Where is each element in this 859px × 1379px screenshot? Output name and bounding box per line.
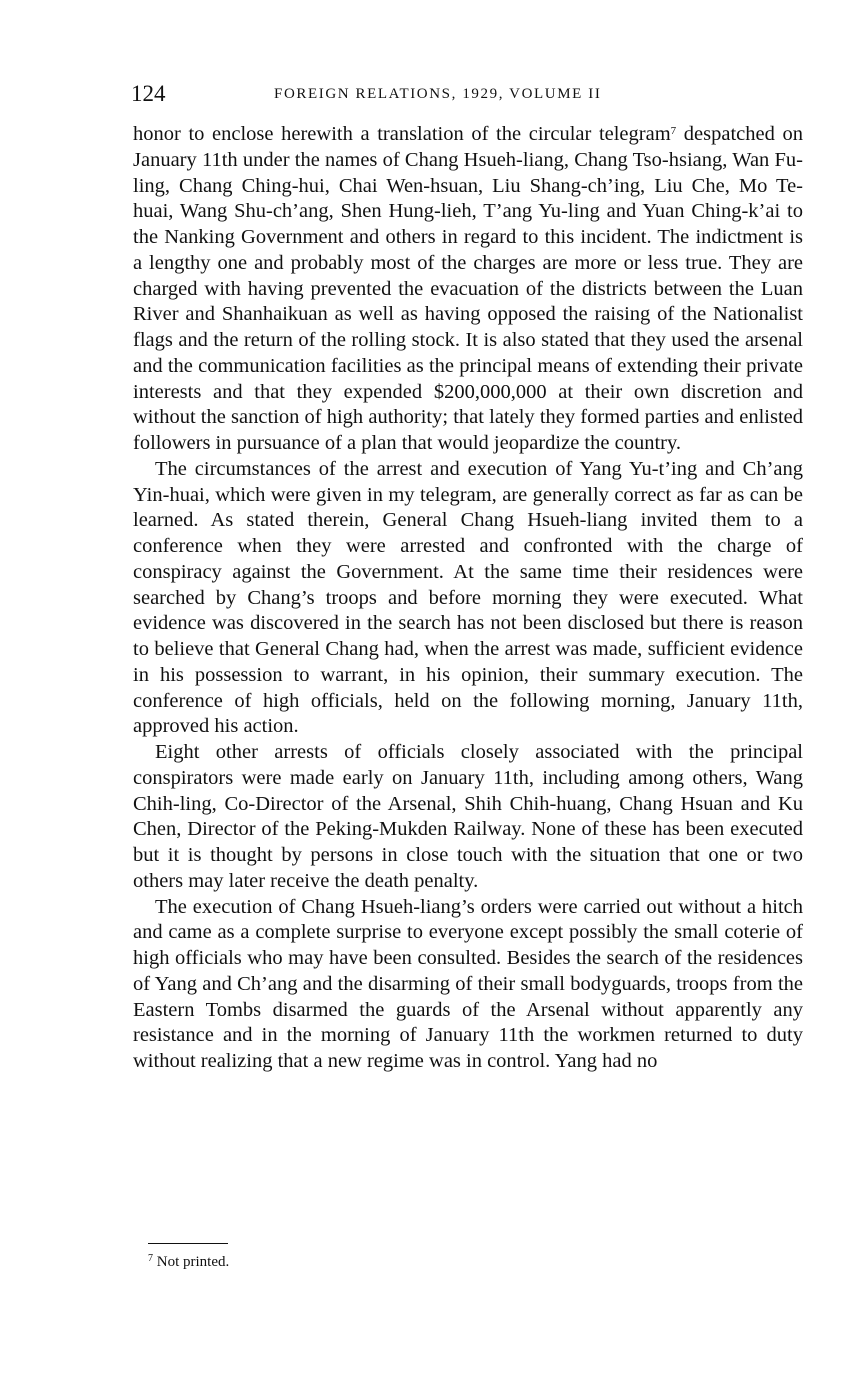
paragraph-1-text-b: despatched on January 11th under the names of Chang Hsueh-liang, Chang Tso-hsiang, Wan Fu-ling, Chang Ching-hui, Chai Wen-hsuan, Liu Shang-ch’ing, Liu Che, Mo Te-huai, Wang Shu-ch’ang, Shen Hung-lieh, T’ang Yu-ling and Yuan Ching-k’ai to the Nanking Government and others in regard to this incident. The indictment is a lengthy one and probably most of the charges are more or less true. They are charged with having prevented the evacuation of the districts between the Luan River and Shanhaikuan as well as having opposed the raising of the Nationalist flags and the return of the rolling stock. It is also stated that they used the arsenal and the communication facilities as the principal means of extending their private interests and that they expended $200,000,000 at their own discretion and without the sanction of high authority; that lately they formed parties and enlisted followers in pursuance of a plan that would jeopardize the country. xyxy=(133,123,803,454)
paragraph-1-text-a: honor to enclose herewith a translation of the circular telegram xyxy=(133,123,671,145)
page-number: 124 xyxy=(131,81,166,106)
running-head: FOREIGN RELATIONS, 1929, VOLUME II xyxy=(274,86,602,102)
footnote-rule xyxy=(148,1243,228,1244)
paragraph-3: Eight other arrests of officials closely associated with the principal conspirators were made early on January 11th, including among others, Wang Chih-ling, Co-Director of the Arsenal, Shih Chih-huang, Chang Hsuan and Ku Chen, Director of the Peking-Mukden Railway. None of these has been executed but it is thought by persons in close touch with the situation that one or two others may later receive the death penalty. xyxy=(133,741,803,892)
footnote-text: Not printed. xyxy=(156,1254,230,1270)
paragraph-4: The execution of Chang Hsueh-liang’s orders were carried out without a hitch and came as a complete surprise to everyone except possibly the small coterie of high officials who may have been consulted. Besides the search of the residences of Yang and Ch’ang and the disarming of their small bodyguards, troops from the Eastern Tombs disarmed the guards of the Arsenal without apparently any resistance and in the morning of January 11th the workmen returned to duty without realizing that a new regime was in control. Yang had no xyxy=(133,895,803,1072)
footnote-mark: 7 xyxy=(148,1253,153,1264)
body-text xyxy=(133,122,803,1075)
paragraph-1 xyxy=(133,122,803,457)
footnote-reference: 7 xyxy=(670,125,677,137)
paragraph-2: The circumstances of the arrest and execution of Yang Yu-t’ing and Ch’ang Yin-huai, which were given in my telegram, are generally correct as far as can be learned. As stated therein, General Chang Hsueh-liang invited them to a conference when they were arrested and confronted with the charge of conspiracy against the Government. At the same time their residences were searched by Chang’s troops and before morning they were executed. What evidence was discovered in the search has not been disclosed but there is reason to believe that General Chang had, when the arrest was made, sufficient evidence in his possession to warrant, in his opinion, their summary execution. The conference of high officials, held on the following morning, January 11th, approved his action. xyxy=(133,457,803,738)
footnote xyxy=(148,1252,229,1272)
